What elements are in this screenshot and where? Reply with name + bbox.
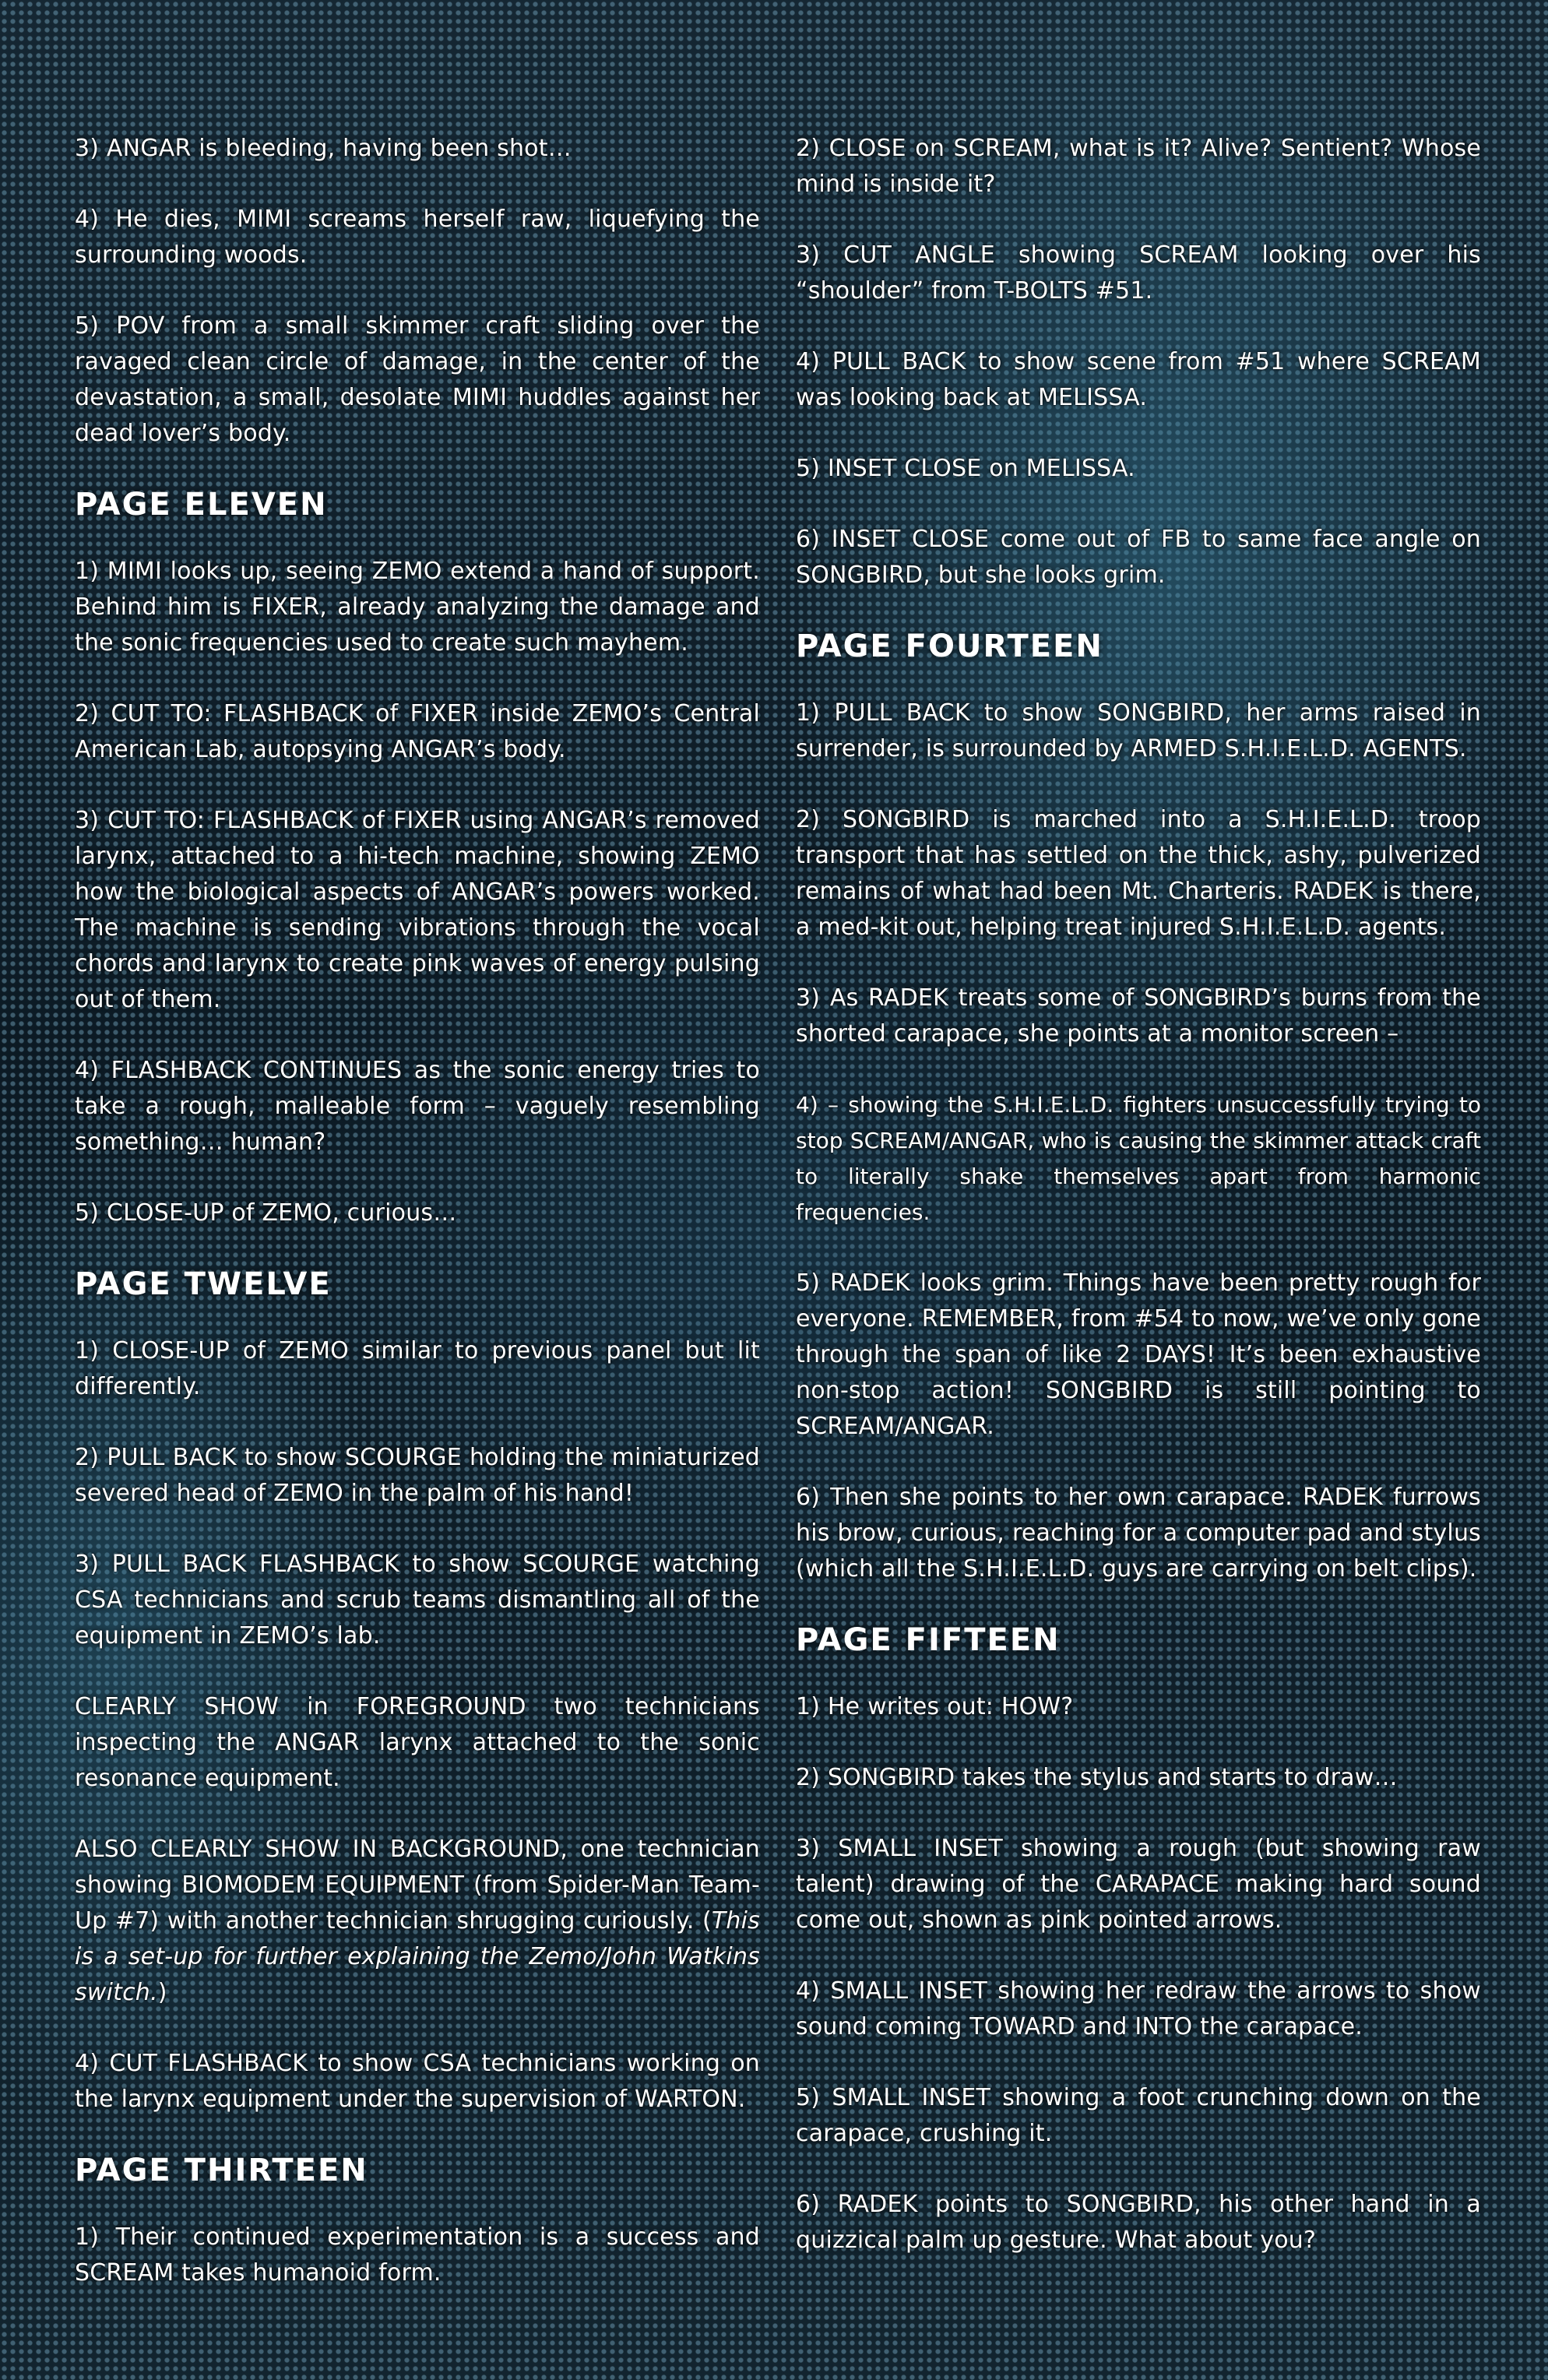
script-paragraph: 5) RADEK looks grim. Things have been pretty rough for everyone. REMEMBER, from #54 to now, we’ve only gone through the span of like 2 DAYS! It’s been exhaustive non-stop action! SONGBIRD is still pointing to SCREAM/ANGAR.	[796, 1269, 1481, 1440]
script-paragraph: 2) CUT TO: FLASHBACK of FIXER inside ZEMO’s Central American Lab, autopsying ANGAR’s body.	[75, 700, 760, 763]
page-heading-fourteen: PAGE FOURTEEN	[796, 628, 1103, 664]
script-paragraph: 2) SONGBIRD takes the stylus and starts to draw…	[796, 1764, 1398, 1791]
page-heading-fifteen: PAGE FIFTEEN	[796, 1622, 1061, 1658]
script-paragraph: 6) Then she points to her own carapace. RADEK furrows his brow, curious, reaching for a computer pad and stylus (which all the S.H.I.E.L.D. guys are carrying on belt clips).	[796, 1484, 1481, 1583]
left-column	[75, 131, 760, 2326]
script-paragraph: 2) SONGBIRD is marched into a S.H.I.E.L.D. troop transport that has settled on the thick, ashy, pulverized remains of what had been Mt. Charteris. RADEK is there, a med-kit out, helping treat injured S.H.I.E.L.D. agents.	[796, 806, 1481, 941]
script-paragraph: 1) MIMI looks up, seeing ZEMO extend a hand of support. Behind him is FIXER, already analyzing the damage and the sonic frequencies used to create such mayhem.	[75, 558, 760, 657]
script-paragraph: 4) SMALL INSET showing her redraw the arrows to show sound coming TOWARD and INTO the carapace.	[796, 1977, 1481, 2040]
script-paragraph: 6) RADEK points to SONGBIRD, his other hand in a quizzical palm up gesture. What about you?	[796, 2191, 1481, 2254]
script-paragraph: 3) PULL BACK FLASHBACK to show SCOURGE watching CSA technicians and scrub teams dismantling all of the equipment in ZEMO’s lab.	[75, 1551, 760, 1649]
script-paragraph: 2) PULL BACK to show SCOURGE holding the miniaturized severed head of ZEMO in the palm of his hand!	[75, 1444, 760, 1507]
page-heading-thirteen: PAGE THIRTEEN	[75, 2153, 368, 2188]
script-paragraph: 3) CUT TO: FLASHBACK of FIXER using ANGAR’s removed larynx, attached to a hi-tech machine, showing ZEMO how the biological aspects of ANGAR’s powers worked. The machine is sending vibrations through the vocal chords and larynx to create pink waves of energy pulsing out of them.	[75, 807, 760, 1013]
script-paragraph: 6) INSET CLOSE come out of FB to same face angle on SONGBIRD, but she looks grim.	[796, 526, 1481, 589]
right-column	[796, 131, 1481, 2294]
script-paragraph: 1) CLOSE-UP of ZEMO similar to previous panel but lit differently.	[75, 1337, 760, 1400]
script-paragraph: 4) FLASHBACK CONTINUES as the sonic energy tries to take a rough, malleable form – vaguely resembling something… human?	[75, 1057, 760, 1156]
script-paragraph: 5) INSET CLOSE on MELISSA.	[796, 455, 1135, 482]
script-paragraph: 3) ANGAR is bleeding, having been shot…	[75, 135, 572, 162]
script-paragraph: 1) Their continued experimentation is a success and SCREAM takes humanoid form.	[75, 2223, 760, 2287]
script-paragraph: 1) PULL BACK to show SONGBIRD, her arms raised in surrender, is surrounded by ARMED S.H.I.E.L.D. AGENTS.	[796, 699, 1481, 762]
script-paragraph: 5) SMALL INSET showing a foot crunching down on the carapace, crushing it.	[796, 2084, 1481, 2147]
script-paragraph: 1) He writes out: HOW?	[796, 1693, 1074, 1720]
script-paragraph: 5) POV from a small skimmer craft sliding over the ravaged clean circle of damage, in the center of the devastation, a small, desolate MIMI huddles against her dead lover’s body.	[75, 312, 760, 447]
script-text: )	[157, 1979, 167, 2006]
italic-note: This is a set-up for further explaining the Zemo/John Watkins switch.	[75, 1907, 760, 2006]
script-paragraph: 5) CLOSE-UP of ZEMO, curious…	[75, 1199, 457, 1227]
page-heading-twelve: PAGE TWELVE	[75, 1266, 332, 1302]
script-paragraph: 4) – showing the S.H.I.E.L.D. fighters unsuccessfully trying to stop SCREAM/ANGAR, who is causing the skimmer attack craft to literally shake themselves apart from harmonic frequencies.	[796, 1092, 1481, 1225]
script-paragraph: CLEARLY SHOW in FOREGROUND two technicians inspecting the ANGAR larynx attached to the sonic resonance equipment.	[75, 1693, 760, 1792]
script-paragraph: 4) He dies, MIMI screams herself raw, liquefying the surrounding woods.	[75, 206, 760, 269]
script-paragraph: 4) CUT FLASHBACK to show CSA technicians working on the larynx equipment under the supervision of WARTON.	[75, 2050, 760, 2113]
script-paragraph-with-note	[75, 1832, 760, 2011]
page-heading-eleven: PAGE ELEVEN	[75, 487, 328, 523]
script-paragraph: 3) SMALL INSET showing a rough (but showing raw talent) drawing of the CARAPACE making hard sound come out, shown as pink pointed arrows.	[796, 1835, 1481, 1934]
script-paragraph: 2) CLOSE on SCREAM, what is it? Alive? Sentient? Whose mind is inside it?	[796, 135, 1481, 198]
script-paragraph: 4) PULL BACK to show scene from #51 where SCREAM was looking back at MELISSA.	[796, 348, 1481, 411]
script-text: ALSO CLEARLY SHOW IN BACKGROUND, one technician showing BIOMODEM EQUIPMENT (from Spider-Man Team-Up #7) with another technician shrugging curiously. (	[75, 1836, 760, 1935]
script-paragraph: 3) As RADEK treats some of SONGBIRD’s burns from the shorted carapace, she points at a monitor screen –	[796, 984, 1481, 1047]
script-paragraph: 3) CUT ANGLE showing SCREAM looking over his “shoulder” from T-BOLTS #51.	[796, 241, 1481, 305]
